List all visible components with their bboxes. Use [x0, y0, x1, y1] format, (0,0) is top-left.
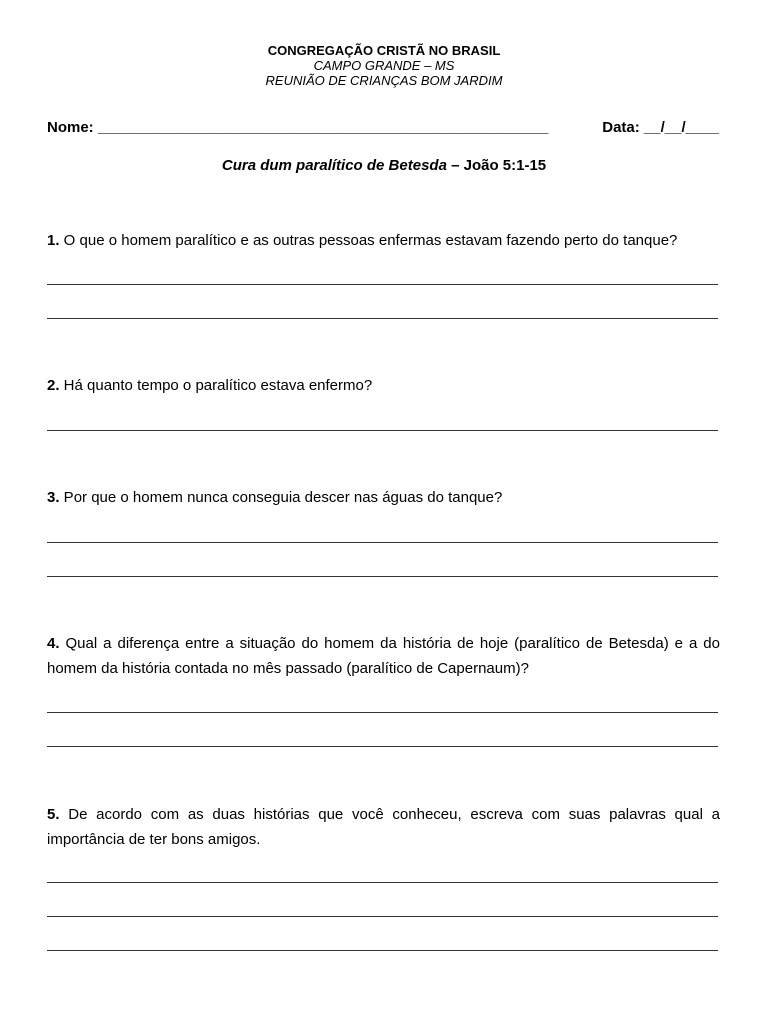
lesson-title-text: Cura dum paralítico de Betesda — [221, 157, 447, 174]
question-text: Há quanto tempo o paralítico estava enfermo? — [59, 377, 373, 394]
question-1 — [47, 228, 720, 253]
name-field[interactable]: Nome: ______________________________________________________ — [47, 119, 549, 136]
question-3 — [47, 485, 720, 510]
name-date-row — [47, 119, 719, 136]
city-name: CAMPO GRANDE – MS — [313, 58, 455, 73]
question-text: O que o homem paralítico e as outras pessoas enfermas estavam fazendo perto do tanque? — [59, 232, 678, 249]
answer-line[interactable] — [47, 576, 718, 577]
question-text: Qual a diferença entre a situação do homem da história de hoje (paralítico de Betesda) e a do homem da história contada no mês passado (paralítico de Capernaum)? — [47, 635, 720, 677]
question-number: 4. — [47, 635, 60, 652]
answer-line[interactable] — [47, 284, 718, 285]
answer-line[interactable] — [47, 916, 718, 917]
answer-line[interactable] — [47, 712, 718, 713]
question-number: 2. — [47, 377, 60, 394]
answer-line[interactable] — [47, 746, 718, 747]
question-text: De acordo com as duas histórias que você conheceu, escreva com suas palavras qual a importância de ter bons amigos. — [47, 806, 720, 848]
congregation-name: CONGREGAÇÃO CRISTÃ NO BRASIL — [267, 43, 501, 58]
question-2 — [47, 373, 720, 398]
question-text: Por que o homem nunca conseguia descer nas águas do tanque? — [59, 489, 503, 506]
question-5 — [47, 802, 720, 852]
lesson-title — [0, 157, 768, 174]
date-field[interactable]: Data: __/__/____ — [602, 119, 719, 136]
answer-line[interactable] — [47, 430, 718, 431]
answer-line[interactable] — [47, 950, 718, 951]
question-number: 3. — [47, 489, 60, 506]
lesson-reference: – João 5:1-15 — [446, 157, 547, 174]
answer-line[interactable] — [47, 882, 718, 883]
question-4 — [47, 631, 720, 681]
question-number: 1. — [47, 232, 60, 249]
answer-line[interactable] — [47, 542, 718, 543]
answer-line[interactable] — [47, 318, 718, 319]
meeting-name: REUNIÃO DE CRIANÇAS BOM JARDIM — [265, 73, 503, 88]
question-number: 5. — [47, 806, 60, 823]
